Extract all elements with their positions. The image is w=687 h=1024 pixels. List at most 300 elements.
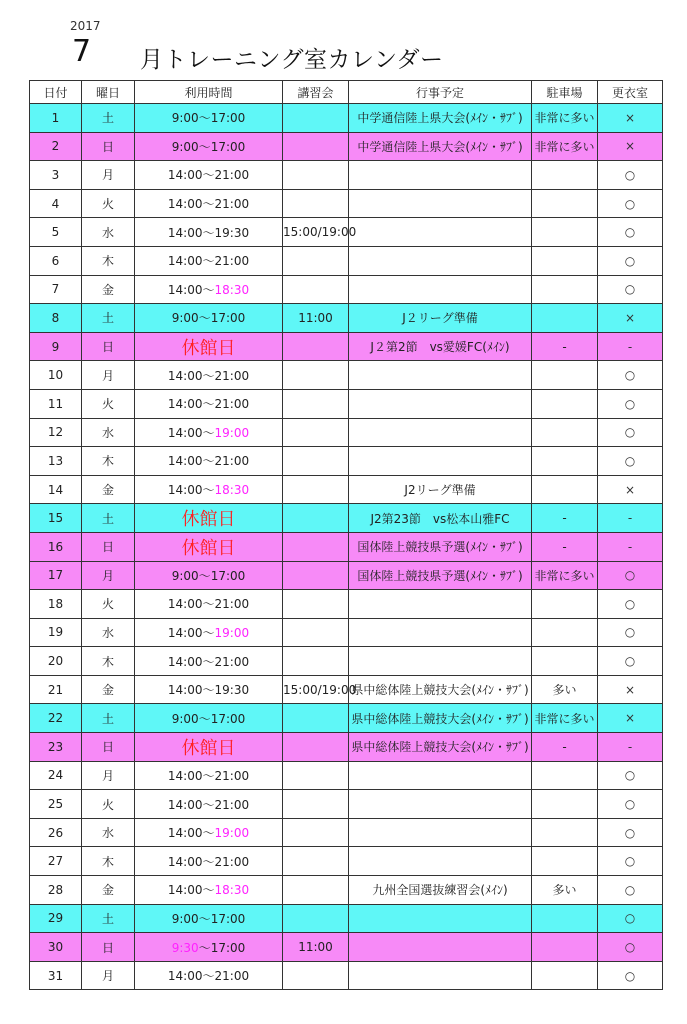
weekday-cell: 火 bbox=[82, 189, 135, 218]
hours-end: 19:30 bbox=[214, 225, 250, 240]
weekday-cell: 日 bbox=[82, 332, 135, 361]
date-cell: 6 bbox=[30, 246, 82, 275]
parking-cell: - bbox=[532, 332, 598, 361]
parking-cell bbox=[532, 790, 598, 819]
hours-start: 14:00 bbox=[167, 854, 203, 869]
event-cell bbox=[349, 790, 532, 819]
date-cell: 18 bbox=[30, 590, 82, 619]
locker-cell: ○ bbox=[598, 818, 663, 847]
locker-cell: ○ bbox=[598, 275, 663, 304]
header-date: 日付 bbox=[30, 81, 82, 104]
calendar-row bbox=[30, 418, 663, 447]
lecture-cell bbox=[283, 447, 349, 476]
header-events: 行事予定 bbox=[349, 81, 532, 104]
weekday-cell: 月 bbox=[82, 561, 135, 590]
hours-end: 21:00 bbox=[214, 254, 250, 269]
event-cell bbox=[349, 275, 532, 304]
hours-cell bbox=[135, 961, 283, 990]
hours-cell bbox=[135, 304, 283, 333]
event-cell bbox=[349, 361, 532, 390]
lecture-cell bbox=[283, 189, 349, 218]
calendar-row bbox=[30, 790, 663, 819]
date-cell: 15 bbox=[30, 504, 82, 533]
lecture-cell: 11:00 bbox=[283, 933, 349, 962]
lecture-cell bbox=[283, 389, 349, 418]
hours-end: 17:00 bbox=[210, 568, 246, 583]
date-cell: 30 bbox=[30, 933, 82, 962]
parking-cell bbox=[532, 218, 598, 247]
lecture-cell bbox=[283, 332, 349, 361]
locker-cell: ○ bbox=[598, 904, 663, 933]
parking-cell: 多い bbox=[532, 876, 598, 905]
calendar-row bbox=[30, 275, 663, 304]
lecture-cell: 11:00 bbox=[283, 304, 349, 333]
date-cell: 27 bbox=[30, 847, 82, 876]
locker-cell: × bbox=[598, 475, 663, 504]
calendar-body bbox=[30, 104, 663, 990]
parking-cell bbox=[532, 647, 598, 676]
hours-separator: ～ bbox=[198, 311, 211, 326]
lecture-cell bbox=[283, 733, 349, 762]
locker-cell: ○ bbox=[598, 189, 663, 218]
weekday-cell: 日 bbox=[82, 733, 135, 762]
hours-start: 14:00 bbox=[167, 683, 203, 698]
lecture-cell bbox=[283, 590, 349, 619]
event-cell: 中学通信陸上県大会(ﾒｲﾝ・ｻﾌﾞ) bbox=[349, 104, 532, 133]
hours-separator: ～ bbox=[202, 969, 215, 984]
lecture-cell bbox=[283, 818, 349, 847]
calendar-row bbox=[30, 818, 663, 847]
calendar-row bbox=[30, 304, 663, 333]
weekday-cell: 水 bbox=[82, 418, 135, 447]
hours-cell bbox=[135, 590, 283, 619]
weekday-cell: 月 bbox=[82, 761, 135, 790]
hours-cell bbox=[135, 132, 283, 161]
hours-end: 21:00 bbox=[214, 797, 250, 812]
event-cell: 九州全国選抜練習会(ﾒｲﾝ) bbox=[349, 876, 532, 905]
hours-start: 14:00 bbox=[167, 969, 203, 984]
event-cell: J２第2節 vs愛媛FC(ﾒｲﾝ) bbox=[349, 332, 532, 361]
hours-start: 14:00 bbox=[167, 483, 203, 498]
hours-end: 17:00 bbox=[210, 139, 246, 154]
calendar-row bbox=[30, 332, 663, 361]
hours-end: 18:30 bbox=[214, 282, 250, 297]
parking-cell: 非常に多い bbox=[532, 561, 598, 590]
parking-cell bbox=[532, 161, 598, 190]
hours-separator: ～ bbox=[202, 397, 215, 412]
hours-start: 14:00 bbox=[167, 168, 203, 183]
locker-cell: ○ bbox=[598, 876, 663, 905]
hours-cell bbox=[135, 790, 283, 819]
lecture-cell bbox=[283, 904, 349, 933]
closed-label: 休館日 bbox=[135, 532, 283, 561]
calendar-row bbox=[30, 504, 663, 533]
hours-end: 19:30 bbox=[214, 683, 250, 698]
parking-cell bbox=[532, 389, 598, 418]
hours-separator: ～ bbox=[198, 940, 211, 955]
hours-separator: ～ bbox=[202, 625, 215, 640]
event-cell bbox=[349, 161, 532, 190]
weekday-cell: 土 bbox=[82, 904, 135, 933]
weekday-cell: 水 bbox=[82, 618, 135, 647]
hours-start: 14:00 bbox=[167, 625, 203, 640]
event-cell: 県中総体陸上競技大会(ﾒｲﾝ・ｻﾌﾞ) bbox=[349, 704, 532, 733]
lecture-cell bbox=[283, 618, 349, 647]
weekday-cell: 金 bbox=[82, 475, 135, 504]
hours-start: 14:00 bbox=[167, 454, 203, 469]
locker-cell: - bbox=[598, 733, 663, 762]
hours-end: 21:00 bbox=[214, 854, 250, 869]
hours-cell bbox=[135, 761, 283, 790]
hours-separator: ～ bbox=[198, 711, 211, 726]
hours-cell bbox=[135, 161, 283, 190]
lecture-cell bbox=[283, 504, 349, 533]
locker-cell: × bbox=[598, 104, 663, 133]
weekday-cell: 月 bbox=[82, 361, 135, 390]
weekday-cell: 土 bbox=[82, 504, 135, 533]
parking-cell: - bbox=[532, 532, 598, 561]
locker-cell: ○ bbox=[598, 761, 663, 790]
hours-end: 21:00 bbox=[214, 969, 250, 984]
event-cell: J2リーグ準備 bbox=[349, 475, 532, 504]
calendar-row bbox=[30, 675, 663, 704]
event-cell: J2第23節 vs松本山雅FC bbox=[349, 504, 532, 533]
locker-cell: × bbox=[598, 675, 663, 704]
hours-start: 14:00 bbox=[167, 254, 203, 269]
hours-cell bbox=[135, 475, 283, 504]
lecture-cell bbox=[283, 876, 349, 905]
calendar-row bbox=[30, 761, 663, 790]
weekday-cell: 土 bbox=[82, 304, 135, 333]
date-cell: 4 bbox=[30, 189, 82, 218]
lecture-cell bbox=[283, 361, 349, 390]
lecture-cell bbox=[283, 132, 349, 161]
event-cell: J２リーグ準備 bbox=[349, 304, 532, 333]
locker-cell: ○ bbox=[598, 361, 663, 390]
hours-cell bbox=[135, 361, 283, 390]
calendar-row bbox=[30, 933, 663, 962]
lecture-cell bbox=[283, 475, 349, 504]
hours-start: 14:00 bbox=[167, 597, 203, 612]
parking-cell bbox=[532, 361, 598, 390]
hours-end: 21:00 bbox=[214, 597, 250, 612]
lecture-cell bbox=[283, 532, 349, 561]
hours-end: 17:00 bbox=[210, 911, 246, 926]
event-cell bbox=[349, 647, 532, 676]
header-row bbox=[30, 81, 663, 104]
locker-cell: ○ bbox=[598, 847, 663, 876]
locker-cell: ○ bbox=[598, 246, 663, 275]
closed-label: 休館日 bbox=[135, 332, 283, 361]
date-cell: 1 bbox=[30, 104, 82, 133]
hours-end: 21:00 bbox=[214, 654, 250, 669]
weekday-cell: 火 bbox=[82, 790, 135, 819]
event-cell bbox=[349, 618, 532, 647]
lecture-cell bbox=[283, 761, 349, 790]
date-cell: 7 bbox=[30, 275, 82, 304]
hours-separator: ～ bbox=[202, 597, 215, 612]
event-cell bbox=[349, 761, 532, 790]
calendar-row bbox=[30, 876, 663, 905]
date-cell: 22 bbox=[30, 704, 82, 733]
weekday-cell: 木 bbox=[82, 246, 135, 275]
lecture-cell bbox=[283, 847, 349, 876]
hours-start: 14:00 bbox=[167, 368, 203, 383]
parking-cell bbox=[532, 447, 598, 476]
weekday-cell: 水 bbox=[82, 818, 135, 847]
weekday-cell: 日 bbox=[82, 933, 135, 962]
parking-cell bbox=[532, 618, 598, 647]
hours-start: 9:00 bbox=[171, 139, 199, 154]
calendar-row bbox=[30, 361, 663, 390]
weekday-cell: 日 bbox=[82, 132, 135, 161]
date-cell: 10 bbox=[30, 361, 82, 390]
date-cell: 5 bbox=[30, 218, 82, 247]
hours-start: 14:00 bbox=[167, 654, 203, 669]
date-cell: 26 bbox=[30, 818, 82, 847]
hours-cell bbox=[135, 933, 283, 962]
date-cell: 20 bbox=[30, 647, 82, 676]
calendar-row bbox=[30, 733, 663, 762]
locker-cell: - bbox=[598, 332, 663, 361]
date-cell: 9 bbox=[30, 332, 82, 361]
hours-cell bbox=[135, 904, 283, 933]
parking-cell: - bbox=[532, 733, 598, 762]
parking-cell bbox=[532, 246, 598, 275]
date-cell: 12 bbox=[30, 418, 82, 447]
parking-cell bbox=[532, 189, 598, 218]
header-parking: 駐車場 bbox=[532, 81, 598, 104]
locker-cell: - bbox=[598, 504, 663, 533]
parking-cell: 非常に多い bbox=[532, 132, 598, 161]
date-cell: 14 bbox=[30, 475, 82, 504]
calendar-row bbox=[30, 475, 663, 504]
hours-end: 17:00 bbox=[210, 711, 246, 726]
date-cell: 13 bbox=[30, 447, 82, 476]
date-cell: 16 bbox=[30, 532, 82, 561]
locker-cell: × bbox=[598, 704, 663, 733]
hours-separator: ～ bbox=[202, 168, 215, 183]
hours-separator: ～ bbox=[202, 768, 215, 783]
event-cell bbox=[349, 904, 532, 933]
event-cell bbox=[349, 818, 532, 847]
month-number: 7 bbox=[72, 34, 92, 69]
parking-cell: 非常に多い bbox=[532, 104, 598, 133]
calendar-row bbox=[30, 647, 663, 676]
hours-cell bbox=[135, 647, 283, 676]
parking-cell bbox=[532, 590, 598, 619]
hours-separator: ～ bbox=[198, 911, 211, 926]
weekday-cell: 木 bbox=[82, 647, 135, 676]
parking-cell bbox=[532, 475, 598, 504]
hours-start: 14:00 bbox=[167, 883, 203, 898]
date-cell: 11 bbox=[30, 389, 82, 418]
hours-cell bbox=[135, 104, 283, 133]
event-cell bbox=[349, 447, 532, 476]
date-cell: 24 bbox=[30, 761, 82, 790]
locker-cell: - bbox=[598, 532, 663, 561]
date-cell: 21 bbox=[30, 675, 82, 704]
lecture-cell bbox=[283, 561, 349, 590]
date-cell: 2 bbox=[30, 132, 82, 161]
hours-end: 17:00 bbox=[210, 940, 246, 955]
lecture-cell bbox=[283, 790, 349, 819]
hours-end: 17:00 bbox=[210, 311, 246, 326]
hours-end: 18:30 bbox=[214, 483, 250, 498]
event-cell: 県中総体陸上競技大会(ﾒｲﾝ・ｻﾌﾞ) bbox=[349, 733, 532, 762]
hours-separator: ～ bbox=[198, 111, 211, 126]
hours-start: 9:00 bbox=[171, 711, 199, 726]
calendar-row bbox=[30, 561, 663, 590]
event-cell bbox=[349, 218, 532, 247]
hours-end: 17:00 bbox=[210, 111, 246, 126]
calendar-row bbox=[30, 218, 663, 247]
hours-start: 14:00 bbox=[167, 282, 203, 297]
date-cell: 28 bbox=[30, 876, 82, 905]
calendar-row bbox=[30, 904, 663, 933]
calendar-row bbox=[30, 618, 663, 647]
lecture-cell bbox=[283, 275, 349, 304]
hours-separator: ～ bbox=[202, 654, 215, 669]
hours-start: 9:00 bbox=[171, 568, 199, 583]
locker-cell: ○ bbox=[598, 790, 663, 819]
weekday-cell: 金 bbox=[82, 876, 135, 905]
hours-separator: ～ bbox=[202, 282, 215, 297]
hours-cell bbox=[135, 818, 283, 847]
locker-cell: ○ bbox=[598, 590, 663, 619]
locker-cell: ○ bbox=[598, 933, 663, 962]
locker-cell: ○ bbox=[598, 647, 663, 676]
hours-end: 19:00 bbox=[214, 425, 250, 440]
lecture-cell bbox=[283, 104, 349, 133]
lecture-cell bbox=[283, 418, 349, 447]
locker-cell: ○ bbox=[598, 561, 663, 590]
calendar-row bbox=[30, 590, 663, 619]
parking-cell bbox=[532, 818, 598, 847]
parking-cell: - bbox=[532, 504, 598, 533]
date-cell: 31 bbox=[30, 961, 82, 990]
hours-separator: ～ bbox=[202, 797, 215, 812]
weekday-cell: 月 bbox=[82, 961, 135, 990]
calendar-row bbox=[30, 189, 663, 218]
parking-cell: 非常に多い bbox=[532, 704, 598, 733]
hours-separator: ～ bbox=[198, 139, 211, 154]
event-cell: 国体陸上競技県予選(ﾒｲﾝ・ｻﾌﾞ) bbox=[349, 561, 532, 590]
event-cell bbox=[349, 961, 532, 990]
hours-start: 14:00 bbox=[167, 225, 203, 240]
parking-cell bbox=[532, 961, 598, 990]
hours-end: 21:00 bbox=[214, 397, 250, 412]
hours-start: 9:30 bbox=[171, 940, 199, 955]
calendar-row bbox=[30, 961, 663, 990]
hours-end: 18:30 bbox=[214, 883, 250, 898]
hours-start: 14:00 bbox=[167, 826, 203, 841]
hours-cell bbox=[135, 618, 283, 647]
locker-cell: ○ bbox=[598, 161, 663, 190]
weekday-cell: 火 bbox=[82, 389, 135, 418]
lecture-cell bbox=[283, 161, 349, 190]
hours-separator: ～ bbox=[202, 854, 215, 869]
calendar-row bbox=[30, 104, 663, 133]
hours-start: 9:00 bbox=[171, 311, 199, 326]
hours-start: 14:00 bbox=[167, 768, 203, 783]
locker-cell: × bbox=[598, 132, 663, 161]
parking-cell bbox=[532, 304, 598, 333]
hours-end: 19:00 bbox=[214, 826, 250, 841]
header-hours: 利用時間 bbox=[135, 81, 283, 104]
locker-cell: × bbox=[598, 304, 663, 333]
weekday-cell: 火 bbox=[82, 590, 135, 619]
page-title: 月トレーニング室カレンダー bbox=[140, 47, 444, 73]
weekday-cell: 日 bbox=[82, 532, 135, 561]
header-weekday: 曜日 bbox=[82, 81, 135, 104]
event-cell: 国体陸上競技県予選(ﾒｲﾝ・ｻﾌﾞ) bbox=[349, 532, 532, 561]
hours-cell bbox=[135, 561, 283, 590]
weekday-cell: 土 bbox=[82, 704, 135, 733]
parking-cell bbox=[532, 275, 598, 304]
lecture-cell: 15:00/19:00 bbox=[283, 218, 349, 247]
hours-cell bbox=[135, 876, 283, 905]
lecture-cell: 15:00/19:00 bbox=[283, 675, 349, 704]
calendar-row bbox=[30, 389, 663, 418]
hours-start: 14:00 bbox=[167, 197, 203, 212]
event-cell bbox=[349, 418, 532, 447]
hours-separator: ～ bbox=[198, 568, 211, 583]
calendar-row bbox=[30, 132, 663, 161]
locker-cell: ○ bbox=[598, 447, 663, 476]
lecture-cell bbox=[283, 647, 349, 676]
event-cell: 県中総体陸上競技大会(ﾒｲﾝ・ｻﾌﾞ) bbox=[349, 675, 532, 704]
hours-cell bbox=[135, 704, 283, 733]
hours-end: 19:00 bbox=[214, 625, 250, 640]
lecture-cell bbox=[283, 961, 349, 990]
header-locker: 更衣室 bbox=[598, 81, 663, 104]
hours-end: 21:00 bbox=[214, 454, 250, 469]
parking-cell bbox=[532, 904, 598, 933]
weekday-cell: 水 bbox=[82, 218, 135, 247]
calendar-row bbox=[30, 847, 663, 876]
event-cell bbox=[349, 933, 532, 962]
date-cell: 23 bbox=[30, 733, 82, 762]
calendar-row bbox=[30, 246, 663, 275]
locker-cell: ○ bbox=[598, 961, 663, 990]
hours-start: 14:00 bbox=[167, 397, 203, 412]
calendar-row bbox=[30, 447, 663, 476]
hours-cell bbox=[135, 275, 283, 304]
date-cell: 17 bbox=[30, 561, 82, 590]
hours-end: 21:00 bbox=[214, 168, 250, 183]
event-cell bbox=[349, 590, 532, 619]
lecture-cell bbox=[283, 246, 349, 275]
locker-cell: ○ bbox=[598, 218, 663, 247]
weekday-cell: 土 bbox=[82, 104, 135, 133]
locker-cell: ○ bbox=[598, 389, 663, 418]
hours-start: 9:00 bbox=[171, 111, 199, 126]
date-cell: 3 bbox=[30, 161, 82, 190]
hours-start: 14:00 bbox=[167, 797, 203, 812]
lecture-cell bbox=[283, 704, 349, 733]
parking-cell: 多い bbox=[532, 675, 598, 704]
header-lecture: 講習会 bbox=[283, 81, 349, 104]
hours-start: 9:00 bbox=[171, 911, 199, 926]
hours-cell bbox=[135, 447, 283, 476]
locker-cell: ○ bbox=[598, 618, 663, 647]
hours-end: 21:00 bbox=[214, 768, 250, 783]
event-cell bbox=[349, 847, 532, 876]
weekday-cell: 金 bbox=[82, 675, 135, 704]
weekday-cell: 木 bbox=[82, 447, 135, 476]
hours-cell bbox=[135, 246, 283, 275]
